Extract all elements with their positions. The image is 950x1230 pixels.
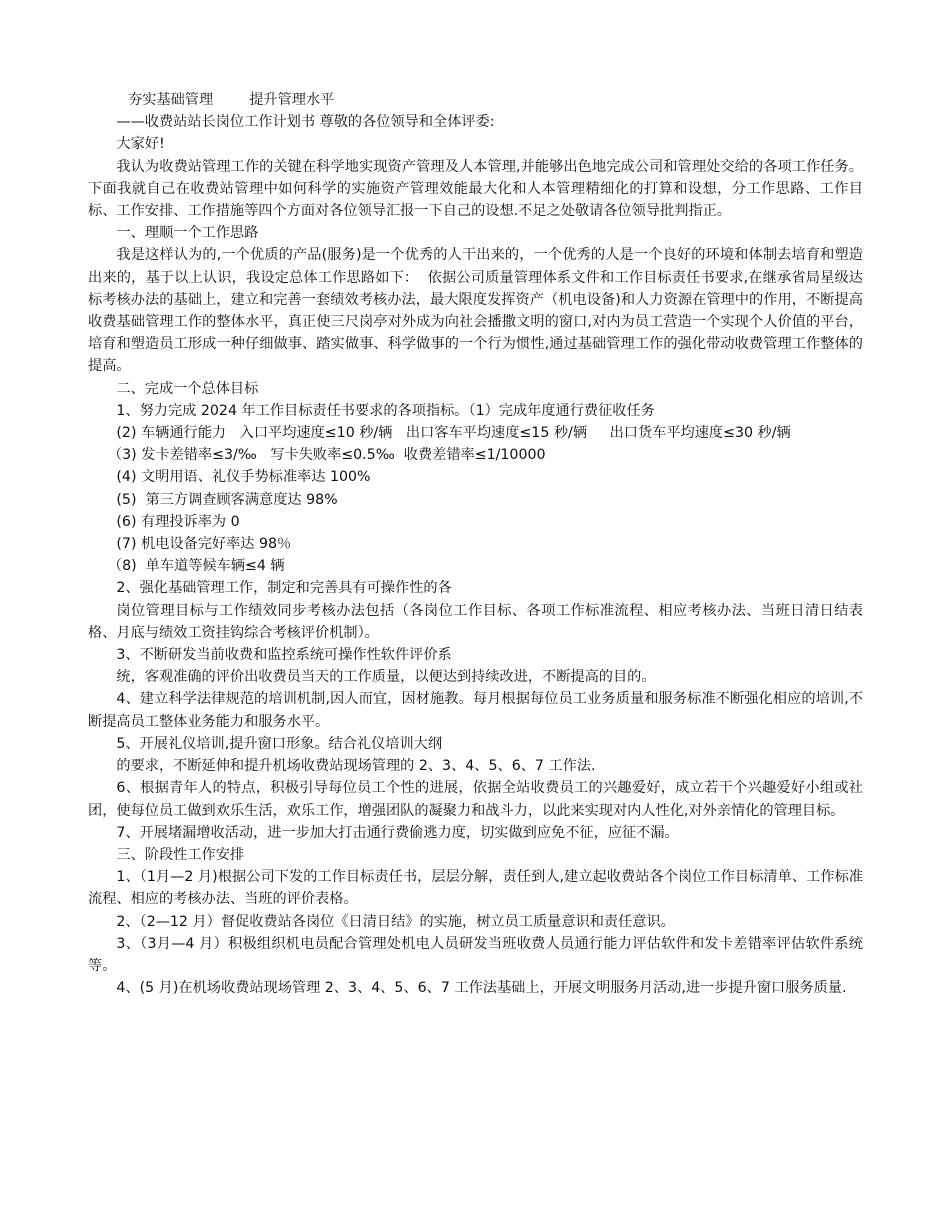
paragraph-work-idea: 我是这样认为的,一个优质的产品(服务)是一个优秀的人干出来的，一个优秀的人是一个良好的环境和体制去培育和塑造出来的，基于以上认识，我设定总体工作思路如下： 依据公司质量管理体系文件和工作目标责任书要求,在继承省局星级达标考核办法的基础上，建立和完善一套绩效考核办法，最大限度发挥资产（机电设备)和人力资源在管理中的作用，不断提高收费基础管理工作的整体水平，真正使三尺岗亭对外成为向社会播撒文明的窗口,对内为员工营造一个实现个人价值的平台，培育和塑造员工形成一种仔细做事、踏实做事、科学做事的一个行为惯性,通过基础管理工作的强化带动收费管理工作整体的提高。: [88, 247, 863, 375]
schedule-item-1: 1、（1月—2 月)根据公司下发的工作目标责任书，层层分解，责任到人,建立起收费站各个岗位工作目标清单、工作标准流程、相应的考核办法、当班的评价表格。: [88, 869, 863, 908]
document-body: [88, 89, 863, 999]
goal-item-1: 1、努力完成 2024 年工作目标责任书要求的各项指标。（1）完成年度通行费征收任务: [116, 402, 655, 419]
goal-item-3-head: 3、不断研发当前收费和监控系统可操作性软件评价系: [116, 647, 452, 664]
schedule-item-4: 4、(5 月)在机场收费站现场管理 2、3、4、5、6、7 工作法基础上，开展文明服务月活动,进一步提升窗口服务质量.: [116, 980, 847, 997]
goal-item-6: 6、根据青年人的特点，积极引导每位员工个性的进展，依据全站收费员工的兴趣爱好，成立若干个兴趣爱好小组或社团，使每位员工做到欢乐生活，欢乐工作，增强团队的凝聚力和战斗力，以此来实现对内人性化,对外亲情化的管理目标。: [88, 780, 863, 819]
greeting: 大家好!: [116, 136, 165, 153]
goal-subitem-8: （8) 单车道等候车辆≤4 辆: [107, 558, 285, 575]
goal-subitem-3: （3) 发卡差错率≤3/‰ 写卡失败率≤0.5‰ 收费差错率≤1/10000: [107, 447, 546, 464]
goal-subitem-4: (4) 文明用语、礼仪手势标准率达 100%: [116, 469, 371, 486]
goal-subitem-7: (7) 机电设备完好率达 98％: [116, 536, 292, 553]
schedule-item-3: 3、（3月—4 月）积极组织机电员配合管理处机电人员研发当班收费人员通行能力评估软件和发卡差错率评估软件系统等。: [88, 935, 863, 974]
goal-item-4: 4、建立科学法律规范的培训机制,因人而宜，因材施教。每月根据每位员工业务质量和服务标准不断强化相应的培训,不断提高员工整体业务能力和服务水平。: [88, 691, 863, 730]
section-heading-1: 一、理顺一个工作思路: [116, 225, 259, 242]
goal-item-7: 7、开展堵漏增收活动，进一步加大打击通行费偷逃力度，切实做到应免不征，应征不漏。: [116, 824, 679, 841]
goal-item-3-body: 统，客观准确的评价出收费员当天的工作质量，以便达到持续改进，不断提高的目的。: [116, 669, 656, 686]
document-title: 夯实基础管理 提升管理水平: [128, 92, 335, 108]
goal-item-5-body: 的要求，不断延伸和提升机场收费站现场管理的 2、3、4、5、6、7 工作法.: [116, 758, 596, 775]
goal-subitem-6: (6) 有理投诉率为 0: [116, 513, 240, 530]
goal-item-2-body: 岗位管理目标与工作绩效同步考核办法包括（各岗位工作目标、各项工作标准流程、相应考核办法、当班日清日结表格、月底与绩效工资挂钩综合考核评价机制）。: [88, 602, 863, 641]
goal-item-5-head: 5、开展礼仪培训,提升窗口形象。结合礼仪培训大纲: [116, 735, 443, 752]
subtitle-line: ——收费站站长岗位工作计划书 尊敬的各位领导和全体评委:: [116, 114, 495, 131]
schedule-item-2: 2、（2—12 月）督促收费站各岗位《日清日结》的实施，树立员工质量意识和责任意识。: [116, 913, 675, 930]
section-heading-2: 二、完成一个总体目标: [116, 380, 259, 397]
goal-subitem-2: (2) 车辆通行能力 入口平均速度≤10 秒/辆 出口客车平均速度≤15 秒/辆 出口货车平均速度≤30 秒/辆: [116, 425, 791, 442]
paragraph-intro: 我认为收费站管理工作的关键在科学地实现资产管理及人本管理,并能够出色地完成公司和管理处交给的各项工作任务。下面我就自己在收费站管理中如何科学的实施资产管理效能最大化和人本管理精细化的打算和设想，分工作思路、工作目标、工作安排、工作措施等四个方面对各位领导汇报一下自己的设想.不足之处敬请各位领导批判指正。: [88, 158, 863, 220]
goal-subitem-5: (5) 第三方调查顾客满意度达 98%: [116, 491, 338, 508]
goal-item-2-head: 2、强化基础管理工作，制定和完善具有可操作性的各: [116, 580, 452, 597]
section-heading-3: 三、阶段性工作安排: [116, 846, 245, 863]
